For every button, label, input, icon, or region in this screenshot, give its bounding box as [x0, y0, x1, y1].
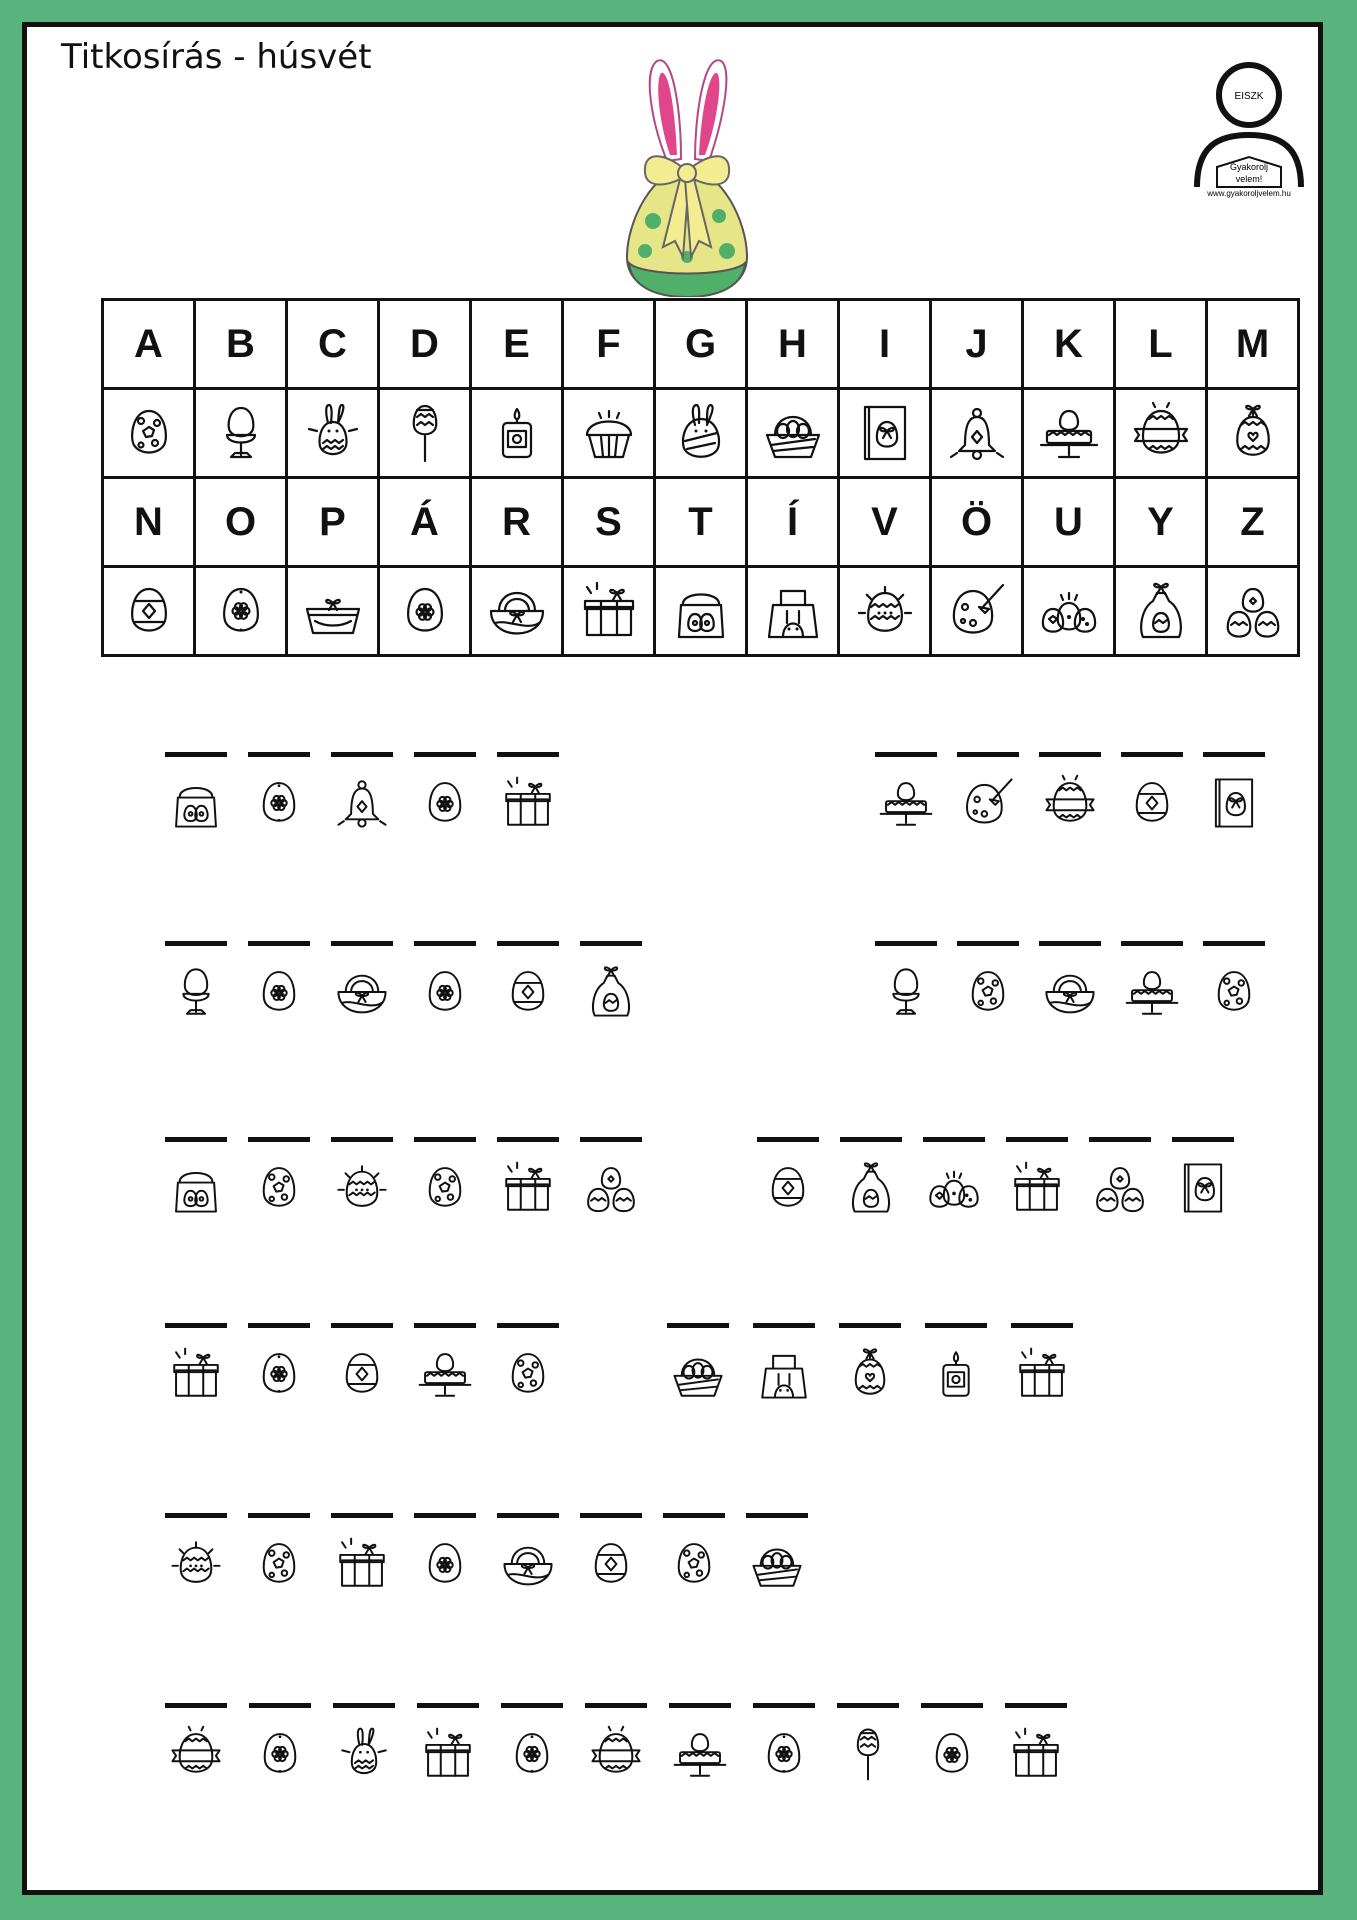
egg-pile-icon	[582, 1159, 640, 1217]
key-letter-cell: D	[379, 300, 471, 389]
answer-blank-line[interactable]	[497, 1137, 559, 1142]
plain-flower-egg-icon	[416, 774, 474, 832]
answer-blank-line[interactable]	[1203, 752, 1265, 757]
key-letter-cell: A	[103, 300, 195, 389]
answer-slot[interactable]	[580, 1513, 644, 1593]
diamond-egg-icon	[759, 1159, 817, 1217]
key-letter-cell: T	[655, 478, 747, 567]
diamond-egg-icon	[499, 963, 557, 1021]
answer-slot[interactable]	[667, 1323, 731, 1403]
candle-icon	[927, 1345, 985, 1403]
ribbon-egg-icon	[167, 1725, 225, 1783]
cake-stand-icon	[1123, 963, 1181, 1021]
key-letter-cell: M	[1207, 300, 1299, 389]
page-title: Titkosírás - húsvét	[61, 37, 372, 77]
egg-bag-icon	[167, 1159, 225, 1217]
answer-blank-line[interactable]	[585, 1703, 647, 1708]
spotted-egg-icon	[416, 1159, 474, 1217]
answer-blank-line[interactable]	[331, 1137, 393, 1142]
answer-slot[interactable]	[248, 941, 312, 1021]
answer-slot[interactable]	[165, 941, 229, 1021]
greeting-card-icon	[1205, 774, 1263, 832]
answer-slot[interactable]	[331, 941, 395, 1021]
answer-slot[interactable]	[746, 1513, 810, 1593]
answer-slot[interactable]	[925, 1323, 989, 1403]
key-letter-cell: F	[563, 300, 655, 389]
diamond-egg-icon	[582, 1535, 640, 1593]
answer-slot[interactable]	[875, 941, 939, 1021]
answer-blank-line[interactable]	[497, 752, 559, 757]
plain-flower-egg-icon	[416, 1535, 474, 1593]
answer-slot[interactable]	[497, 752, 561, 832]
answer-blank-line[interactable]	[414, 1137, 476, 1142]
answer-slot[interactable]	[333, 1703, 397, 1783]
key-letter-cell: V	[839, 478, 931, 567]
answer-blank-line[interactable]	[1006, 1137, 1068, 1142]
puzzle-area	[27, 27, 1318, 1890]
answer-slot[interactable]	[417, 1703, 481, 1783]
answer-blank-line[interactable]	[757, 1137, 819, 1142]
greeting-card-icon	[1174, 1159, 1232, 1217]
answer-slot[interactable]	[585, 1703, 649, 1783]
key-letter-cell: J	[931, 300, 1023, 389]
answer-slot[interactable]	[414, 752, 478, 832]
key-letter-cell: N	[103, 478, 195, 567]
answer-blank-line[interactable]	[501, 1703, 563, 1708]
answer-blank-line[interactable]	[663, 1513, 725, 1518]
egg-cup-icon	[167, 963, 225, 1021]
answer-slot[interactable]	[1011, 1323, 1075, 1403]
answer-blank-line[interactable]	[497, 1323, 559, 1328]
answer-slot[interactable]	[248, 1137, 312, 1217]
answer-slot[interactable]	[1039, 941, 1103, 1021]
answer-blank-line[interactable]	[165, 1323, 227, 1328]
answer-slot[interactable]	[331, 1323, 395, 1403]
answer-slot[interactable]	[875, 752, 939, 832]
answer-blank-line[interactable]	[839, 1323, 901, 1328]
key-letter-cell: Ö	[931, 478, 1023, 567]
key-letter-cell: Z	[1207, 478, 1299, 567]
answer-blank-line[interactable]	[1005, 1703, 1067, 1708]
flower-egg-icon	[251, 1725, 309, 1783]
answer-slot[interactable]	[839, 1323, 903, 1403]
gift-box-icon	[419, 1725, 477, 1783]
bell-icon	[333, 774, 391, 832]
key-letter-cell: P	[287, 478, 379, 567]
answer-blank-line[interactable]	[165, 752, 227, 757]
answer-slot[interactable]	[248, 752, 312, 832]
diamond-egg-icon	[1123, 774, 1181, 832]
answer-slot[interactable]	[753, 1703, 817, 1783]
answer-blank-line[interactable]	[1011, 1323, 1073, 1328]
key-letter-cell: I	[839, 300, 931, 389]
answer-blank-line[interactable]	[414, 1323, 476, 1328]
shining-egg-icon	[167, 1535, 225, 1593]
answer-slot[interactable]	[165, 1137, 229, 1217]
answer-blank-line[interactable]	[1089, 1137, 1151, 1142]
answer-slot[interactable]	[921, 1703, 985, 1783]
answer-blank-line[interactable]	[248, 1323, 310, 1328]
answer-slot[interactable]	[1121, 752, 1185, 832]
answer-slot[interactable]	[957, 752, 1021, 832]
egg-basket-icon	[669, 1345, 727, 1403]
answer-slot[interactable]	[497, 1323, 561, 1403]
answer-blank-line[interactable]	[746, 1513, 808, 1518]
answer-blank-line[interactable]	[248, 1513, 310, 1518]
logo-line1: Gyakorolj	[1229, 162, 1269, 172]
answer-blank-line[interactable]	[331, 752, 393, 757]
plain-flower-egg-icon	[416, 963, 474, 1021]
answer-blank-line[interactable]	[248, 1137, 310, 1142]
bunny-egg-icon	[335, 1725, 393, 1783]
worksheet	[22, 22, 1323, 1895]
answer-blank-line[interactable]	[1039, 941, 1101, 946]
answer-blank-line[interactable]	[414, 941, 476, 946]
key-letter-cell: U	[1023, 478, 1115, 567]
key-letter-cell: O	[195, 478, 287, 567]
answer-blank-line[interactable]	[417, 1703, 479, 1708]
answer-blank-line[interactable]	[249, 1703, 311, 1708]
logo-url: www.gyakoroljvelem.hu	[1207, 189, 1291, 198]
spotted-egg-icon	[959, 963, 1017, 1021]
key-letter-cell: C	[287, 300, 379, 389]
answer-blank-line[interactable]	[1121, 752, 1183, 757]
answer-blank-line[interactable]	[923, 1137, 985, 1142]
key-letter-cell: K	[1023, 300, 1115, 389]
gift-box-icon	[499, 1159, 557, 1217]
key-letter-cell: S	[563, 478, 655, 567]
spotted-egg-icon	[499, 1345, 557, 1403]
answer-blank-line[interactable]	[331, 941, 393, 946]
gift-box-icon	[1008, 1159, 1066, 1217]
gift-box-icon	[1013, 1345, 1071, 1403]
answer-blank-line[interactable]	[667, 1323, 729, 1328]
answer-slot[interactable]	[1039, 752, 1103, 832]
answer-slot[interactable]	[1006, 1137, 1070, 1217]
key-letter-cell: R	[471, 478, 563, 567]
answer-slot[interactable]	[331, 752, 395, 832]
ribbon-egg-icon	[1041, 774, 1099, 832]
hanging-egg-icon	[841, 1345, 899, 1403]
answer-blank-line[interactable]	[957, 941, 1019, 946]
shining-egg-icon	[333, 1159, 391, 1217]
answer-slot[interactable]	[840, 1137, 904, 1217]
ribbon-egg-icon	[587, 1725, 645, 1783]
answer-slot[interactable]	[414, 941, 478, 1021]
answer-slot[interactable]	[837, 1703, 901, 1783]
plain-flower-egg-icon	[250, 963, 308, 1021]
round-basket-icon	[333, 963, 391, 1021]
answer-slot[interactable]	[497, 1513, 561, 1593]
cake-stand-icon	[877, 774, 935, 832]
egg-pile-icon	[1091, 1159, 1149, 1217]
answer-slot[interactable]	[663, 1513, 727, 1593]
round-basket-icon	[499, 1535, 557, 1593]
answer-slot[interactable]	[165, 752, 229, 832]
answer-blank-line[interactable]	[669, 1703, 731, 1708]
flower-egg-icon	[503, 1725, 561, 1783]
gift-box-icon	[333, 1535, 391, 1593]
answer-blank-line[interactable]	[165, 1513, 227, 1518]
answer-slot[interactable]	[414, 1323, 478, 1403]
answer-slot[interactable]	[580, 1137, 644, 1217]
bunny-bag-icon	[755, 1345, 813, 1403]
answer-slot[interactable]	[1121, 941, 1185, 1021]
round-basket-icon	[1041, 963, 1099, 1021]
answer-slot[interactable]	[501, 1703, 565, 1783]
answer-slot[interactable]	[580, 941, 644, 1021]
answer-slot[interactable]	[669, 1703, 733, 1783]
answer-blank-line[interactable]	[753, 1703, 815, 1708]
answer-blank-line[interactable]	[165, 1703, 227, 1708]
gift-box-icon	[1007, 1725, 1065, 1783]
answer-blank-line[interactable]	[957, 752, 1019, 757]
answer-slot[interactable]	[923, 1137, 987, 1217]
gift-box-icon	[499, 774, 557, 832]
answer-blank-line[interactable]	[497, 941, 559, 946]
answer-blank-line[interactable]	[921, 1703, 983, 1708]
answer-slot[interactable]	[1089, 1137, 1153, 1217]
flower-egg-icon	[250, 774, 308, 832]
key-letter-cell: G	[655, 300, 747, 389]
answer-blank-line[interactable]	[248, 752, 310, 757]
spotted-egg-icon	[1205, 963, 1263, 1021]
key-letter-cell: B	[195, 300, 287, 389]
spotted-egg-icon	[250, 1535, 308, 1593]
answer-slot[interactable]	[497, 941, 561, 1021]
key-letter-cell: H	[747, 300, 839, 389]
answer-blank-line[interactable]	[165, 1137, 227, 1142]
answer-blank-line[interactable]	[497, 1513, 559, 1518]
answer-slot[interactable]	[1172, 1137, 1236, 1217]
answer-blank-line[interactable]	[333, 1703, 395, 1708]
answer-slot[interactable]	[249, 1703, 313, 1783]
answer-blank-line[interactable]	[580, 941, 642, 946]
key-letter-cell: E	[471, 300, 563, 389]
key-letter-cell: Í	[747, 478, 839, 567]
answer-blank-line[interactable]	[875, 752, 937, 757]
painted-egg-icon	[959, 774, 1017, 832]
egg-basket-icon	[748, 1535, 806, 1593]
cake-stand-icon	[416, 1345, 474, 1403]
answer-slot[interactable]	[248, 1323, 312, 1403]
answer-slot[interactable]	[1005, 1703, 1069, 1783]
diamond-egg-icon	[333, 1345, 391, 1403]
answer-blank-line[interactable]	[580, 1137, 642, 1142]
answer-slot[interactable]	[497, 1137, 561, 1217]
answer-slot[interactable]	[165, 1323, 229, 1403]
lollipop-egg-icon	[839, 1725, 897, 1783]
cake-stand-icon	[671, 1725, 729, 1783]
answer-blank-line[interactable]	[165, 941, 227, 946]
flower-egg-icon	[755, 1725, 813, 1783]
answer-slot[interactable]	[165, 1513, 229, 1593]
answer-slot[interactable]	[331, 1513, 395, 1593]
gift-sack-icon	[842, 1159, 900, 1217]
answer-blank-line[interactable]	[248, 941, 310, 946]
logo-line2: velem!	[1235, 174, 1263, 184]
answer-blank-line[interactable]	[1203, 941, 1265, 946]
answer-slot[interactable]	[414, 1137, 478, 1217]
answer-blank-line[interactable]	[331, 1323, 393, 1328]
key-letter-cell: Á	[379, 478, 471, 567]
answer-slot[interactable]	[165, 1703, 229, 1783]
answer-blank-line[interactable]	[1039, 752, 1101, 757]
plain-flower-egg-icon	[923, 1725, 981, 1783]
answer-slot[interactable]	[414, 1513, 478, 1593]
answer-slot[interactable]	[331, 1137, 395, 1217]
key-letter-cell: L	[1115, 300, 1207, 389]
key-letter-cell: Y	[1115, 478, 1207, 567]
gift-box-icon	[167, 1345, 225, 1403]
egg-bag-icon	[167, 774, 225, 832]
flower-egg-icon	[250, 1345, 308, 1403]
answer-slot[interactable]	[248, 1513, 312, 1593]
spotted-egg-icon	[665, 1535, 723, 1593]
answer-blank-line[interactable]	[840, 1137, 902, 1142]
answer-slot[interactable]	[1203, 752, 1267, 832]
answer-blank-line[interactable]	[414, 752, 476, 757]
answer-blank-line[interactable]	[753, 1323, 815, 1328]
gift-sack-icon	[582, 963, 640, 1021]
answer-blank-line[interactable]	[1121, 941, 1183, 946]
answer-blank-line[interactable]	[414, 1513, 476, 1518]
three-eggs-icon	[925, 1159, 983, 1217]
answer-slot[interactable]	[957, 941, 1021, 1021]
answer-slot[interactable]	[753, 1323, 817, 1403]
answer-blank-line[interactable]	[580, 1513, 642, 1518]
answer-blank-line[interactable]	[837, 1703, 899, 1708]
answer-slot[interactable]	[757, 1137, 821, 1217]
spotted-egg-icon	[250, 1159, 308, 1217]
logo-badge-text: EISZK	[1234, 91, 1264, 102]
answer-blank-line[interactable]	[925, 1323, 987, 1328]
answer-slot[interactable]	[1203, 941, 1267, 1021]
answer-blank-line[interactable]	[1172, 1137, 1234, 1142]
answer-blank-line[interactable]	[331, 1513, 393, 1518]
egg-cup-icon	[877, 963, 935, 1021]
answer-blank-line[interactable]	[875, 941, 937, 946]
